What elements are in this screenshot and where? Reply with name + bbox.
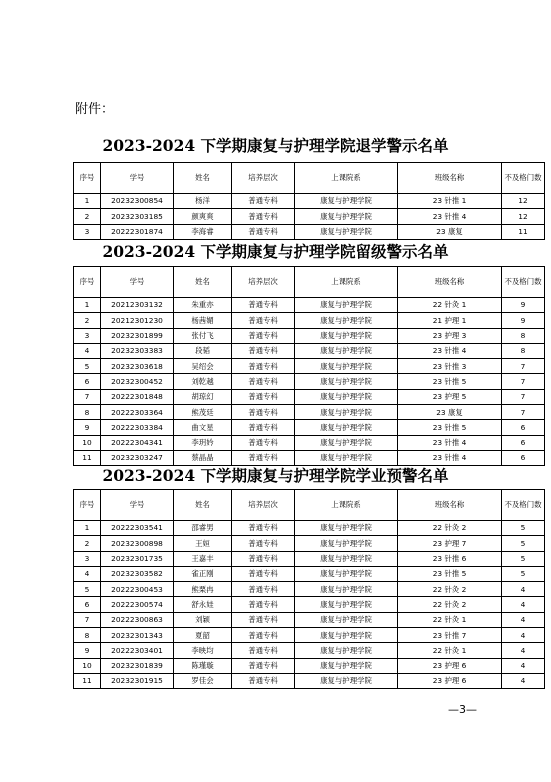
header-seq: 序号 — [74, 267, 101, 298]
table-row — [74, 343, 545, 358]
cell-class-name: 23 针推 3 — [398, 359, 502, 374]
cell-failed-count: 4 — [502, 612, 545, 627]
header-class-name: 班级名称 — [398, 490, 502, 521]
academic-warning-title: 2023-2024 下学期康复与护理学院学业预警名单 — [102, 466, 449, 485]
cell-seq: 6 — [74, 597, 101, 612]
cell-seq: 10 — [74, 658, 101, 673]
cell-failed-count: 9 — [502, 298, 545, 313]
cell-student-id: 20212303132 — [101, 298, 174, 313]
cell-student-id: 20222300574 — [101, 597, 174, 612]
attachment-label: 附件： — [75, 102, 115, 117]
cell-class-name: 22 针灸 1 — [398, 612, 502, 627]
cell-student-id: 20222303364 — [101, 405, 174, 420]
table-row — [74, 405, 545, 420]
cell-level: 普通专科 — [232, 582, 295, 597]
page-number: —3— — [448, 703, 477, 716]
header-level: 培养层次 — [232, 267, 295, 298]
cell-seq: 11 — [74, 450, 101, 465]
cell-department: 康复与护理学院 — [295, 643, 398, 658]
cell-name: 陈瑾璇 — [174, 658, 232, 673]
cell-department: 康复与护理学院 — [295, 313, 398, 328]
cell-class-name: 22 针灸 1 — [398, 643, 502, 658]
cell-failed-count: 6 — [502, 420, 545, 435]
cell-name: 邵睿男 — [174, 521, 232, 536]
dropout-warning-title: 2023-2024 下学期康复与护理学院退学警示名单 — [102, 136, 449, 155]
header-failed-count: 不及格门数 — [502, 267, 545, 298]
cell-department: 康复与护理学院 — [295, 628, 398, 643]
cell-level: 普通专科 — [232, 628, 295, 643]
cell-name: 王嘉丰 — [174, 551, 232, 566]
cell-level: 普通专科 — [232, 450, 295, 465]
cell-name: 李映均 — [174, 643, 232, 658]
cell-level: 普通专科 — [232, 643, 295, 658]
header-name: 姓名 — [174, 163, 232, 194]
cell-level: 普通专科 — [232, 328, 295, 343]
cell-level: 普通专科 — [232, 374, 295, 389]
header-level: 培养层次 — [232, 490, 295, 521]
cell-level: 普通专科 — [232, 435, 295, 450]
academic-warning-table — [73, 489, 545, 689]
cell-class-name: 23 针推 1 — [398, 194, 502, 209]
cell-student-id: 20232300452 — [101, 374, 174, 389]
cell-class-name: 23 康复 — [398, 405, 502, 420]
cell-level: 普通专科 — [232, 194, 295, 209]
cell-seq: 11 — [74, 673, 101, 688]
cell-class-name: 21 护理 1 — [398, 313, 502, 328]
cell-student-id: 20222300863 — [101, 612, 174, 627]
cell-failed-count: 4 — [502, 582, 545, 597]
cell-level: 普通专科 — [232, 673, 295, 688]
cell-seq: 7 — [74, 389, 101, 404]
cell-class-name: 23 针推 5 — [398, 420, 502, 435]
cell-class-name: 22 针灸 2 — [398, 582, 502, 597]
cell-failed-count: 7 — [502, 374, 545, 389]
cell-seq: 3 — [74, 551, 101, 566]
cell-seq: 5 — [74, 359, 101, 374]
table-header-row — [74, 267, 545, 298]
cell-level: 普通专科 — [232, 612, 295, 627]
cell-seq: 4 — [74, 566, 101, 581]
cell-department: 康复与护理学院 — [295, 536, 398, 551]
cell-class-name: 23 针推 6 — [398, 551, 502, 566]
cell-level: 普通专科 — [232, 313, 295, 328]
cell-failed-count: 5 — [502, 521, 545, 536]
repeat-warning-table — [73, 266, 545, 466]
cell-failed-count: 8 — [502, 343, 545, 358]
cell-department: 康复与护理学院 — [295, 673, 398, 688]
cell-department: 康复与护理学院 — [295, 359, 398, 374]
cell-failed-count: 6 — [502, 450, 545, 465]
cell-student-id: 20222301848 — [101, 389, 174, 404]
cell-class-name: 22 针灸 2 — [398, 521, 502, 536]
cell-seq: 8 — [74, 628, 101, 643]
cell-department: 康复与护理学院 — [295, 194, 398, 209]
cell-failed-count: 12 — [502, 209, 545, 224]
cell-student-id: 20232303383 — [101, 343, 174, 358]
table-row — [74, 374, 545, 389]
header-failed-count: 不及格门数 — [502, 163, 545, 194]
cell-name: 熊茂廷 — [174, 405, 232, 420]
cell-seq: 1 — [74, 298, 101, 313]
header-student-id: 学号 — [101, 490, 174, 521]
cell-name: 夏韶 — [174, 628, 232, 643]
cell-student-id: 20232303247 — [101, 450, 174, 465]
cell-department: 康复与护理学院 — [295, 551, 398, 566]
cell-seq: 10 — [74, 435, 101, 450]
cell-class-name: 23 护理 5 — [398, 389, 502, 404]
cell-class-name: 23 康复 — [398, 224, 502, 239]
cell-department: 康复与护理学院 — [295, 597, 398, 612]
table-row — [74, 435, 545, 450]
cell-student-id: 20232303582 — [101, 566, 174, 581]
cell-student-id: 20232300854 — [101, 194, 174, 209]
cell-name: 杨洋 — [174, 194, 232, 209]
cell-failed-count: 5 — [502, 566, 545, 581]
header-department: 上课院系 — [295, 163, 398, 194]
cell-department: 康复与护理学院 — [295, 521, 398, 536]
cell-level: 普通专科 — [232, 224, 295, 239]
cell-name: 刘颖 — [174, 612, 232, 627]
table-row — [74, 628, 545, 643]
header-student-id: 学号 — [101, 163, 174, 194]
header-seq: 序号 — [74, 163, 101, 194]
cell-department: 康复与护理学院 — [295, 374, 398, 389]
cell-class-name: 23 护理 6 — [398, 673, 502, 688]
table-row — [74, 643, 545, 658]
cell-department: 康复与护理学院 — [295, 389, 398, 404]
header-name: 姓名 — [174, 490, 232, 521]
cell-name: 胡琼幻 — [174, 389, 232, 404]
header-class-name: 班级名称 — [398, 163, 502, 194]
cell-level: 普通专科 — [232, 536, 295, 551]
cell-seq: 8 — [74, 405, 101, 420]
cell-failed-count: 6 — [502, 435, 545, 450]
cell-seq: 2 — [74, 536, 101, 551]
cell-student-id: 20222303384 — [101, 420, 174, 435]
cell-name: 李玥妗 — [174, 435, 232, 450]
cell-seq: 3 — [74, 328, 101, 343]
cell-name: 雀正刚 — [174, 566, 232, 581]
cell-level: 普通专科 — [232, 405, 295, 420]
cell-seq: 7 — [74, 612, 101, 627]
cell-student-id: 20232301735 — [101, 551, 174, 566]
cell-level: 普通专科 — [232, 209, 295, 224]
cell-student-id: 20232300898 — [101, 536, 174, 551]
cell-class-name: 23 护理 3 — [398, 328, 502, 343]
table-row — [74, 658, 545, 673]
cell-department: 康复与护理学院 — [295, 566, 398, 581]
cell-name: 李海睿 — [174, 224, 232, 239]
cell-level: 普通专科 — [232, 521, 295, 536]
cell-failed-count: 11 — [502, 224, 545, 239]
cell-name: 王姮 — [174, 536, 232, 551]
cell-level: 普通专科 — [232, 566, 295, 581]
cell-class-name: 23 针推 4 — [398, 343, 502, 358]
table-row — [74, 536, 545, 551]
cell-level: 普通专科 — [232, 343, 295, 358]
cell-class-name: 22 针灸 1 — [398, 298, 502, 313]
cell-student-id: 20222303541 — [101, 521, 174, 536]
cell-department: 康复与护理学院 — [295, 224, 398, 239]
cell-name: 舒永娃 — [174, 597, 232, 612]
cell-seq: 2 — [74, 313, 101, 328]
cell-name: 段韬 — [174, 343, 232, 358]
table-row — [74, 298, 545, 313]
table-row — [74, 597, 545, 612]
cell-class-name: 23 针推 5 — [398, 566, 502, 581]
cell-department: 康复与护理学院 — [295, 658, 398, 673]
cell-department: 康复与护理学院 — [295, 582, 398, 597]
cell-seq: 3 — [74, 224, 101, 239]
cell-seq: 2 — [74, 209, 101, 224]
table-header-row — [74, 490, 545, 521]
cell-failed-count: 8 — [502, 328, 545, 343]
cell-failed-count: 4 — [502, 658, 545, 673]
cell-department: 康复与护理学院 — [295, 405, 398, 420]
cell-failed-count: 7 — [502, 359, 545, 374]
table-row — [74, 328, 545, 343]
cell-student-id: 20232301343 — [101, 628, 174, 643]
cell-level: 普通专科 — [232, 658, 295, 673]
cell-level: 普通专科 — [232, 359, 295, 374]
header-seq: 序号 — [74, 490, 101, 521]
cell-class-name: 23 护理 6 — [398, 658, 502, 673]
cell-class-name: 23 护理 7 — [398, 536, 502, 551]
cell-name: 熊栗冉 — [174, 582, 232, 597]
cell-department: 康复与护理学院 — [295, 343, 398, 358]
cell-student-id: 20222300453 — [101, 582, 174, 597]
repeat-warning-title: 2023-2024 下学期康复与护理学院留级警示名单 — [102, 242, 449, 261]
cell-seq: 9 — [74, 643, 101, 658]
cell-failed-count: 4 — [502, 673, 545, 688]
cell-student-id: 20232303185 — [101, 209, 174, 224]
cell-seq: 1 — [74, 194, 101, 209]
table-row — [74, 194, 545, 209]
cell-failed-count: 4 — [502, 643, 545, 658]
cell-student-id: 20232301839 — [101, 658, 174, 673]
cell-class-name: 23 针推 4 — [398, 209, 502, 224]
header-class-name: 班级名称 — [398, 267, 502, 298]
table-row — [74, 420, 545, 435]
table-row — [74, 389, 545, 404]
cell-department: 康复与护理学院 — [295, 612, 398, 627]
cell-seq: 6 — [74, 374, 101, 389]
cell-failed-count: 12 — [502, 194, 545, 209]
cell-department: 康复与护理学院 — [295, 420, 398, 435]
cell-failed-count: 9 — [502, 313, 545, 328]
cell-failed-count: 7 — [502, 389, 545, 404]
cell-name: 朱重亦 — [174, 298, 232, 313]
table-row — [74, 209, 545, 224]
table-row — [74, 313, 545, 328]
table-row — [74, 673, 545, 688]
cell-class-name: 23 针推 5 — [398, 374, 502, 389]
cell-failed-count: 5 — [502, 536, 545, 551]
cell-failed-count: 5 — [502, 551, 545, 566]
table-row — [74, 359, 545, 374]
cell-student-id: 20232301915 — [101, 673, 174, 688]
cell-department: 康复与护理学院 — [295, 435, 398, 450]
table-row — [74, 612, 545, 627]
cell-department: 康复与护理学院 — [295, 450, 398, 465]
cell-class-name: 23 针推 4 — [398, 435, 502, 450]
cell-seq: 1 — [74, 521, 101, 536]
table-row — [74, 566, 545, 581]
header-level: 培养层次 — [232, 163, 295, 194]
cell-student-id: 20222301874 — [101, 224, 174, 239]
cell-seq: 4 — [74, 343, 101, 358]
cell-level: 普通专科 — [232, 597, 295, 612]
header-department: 上课院系 — [295, 267, 398, 298]
cell-name: 颜爽爽 — [174, 209, 232, 224]
dropout-warning-table — [73, 162, 545, 240]
cell-student-id: 20232301899 — [101, 328, 174, 343]
table-row — [74, 224, 545, 239]
cell-name: 曲文星 — [174, 420, 232, 435]
cell-level: 普通专科 — [232, 298, 295, 313]
cell-seq: 9 — [74, 420, 101, 435]
cell-name: 杨茜媚 — [174, 313, 232, 328]
cell-level: 普通专科 — [232, 551, 295, 566]
cell-student-id: 20222303401 — [101, 643, 174, 658]
cell-class-name: 23 针推 4 — [398, 450, 502, 465]
cell-failed-count: 4 — [502, 597, 545, 612]
header-department: 上课院系 — [295, 490, 398, 521]
table-row — [74, 551, 545, 566]
cell-failed-count: 4 — [502, 628, 545, 643]
cell-failed-count: 7 — [502, 405, 545, 420]
header-failed-count: 不及格门数 — [502, 490, 545, 521]
cell-level: 普通专科 — [232, 389, 295, 404]
table-row — [74, 582, 545, 597]
header-name: 姓名 — [174, 267, 232, 298]
cell-name: 罗佳会 — [174, 673, 232, 688]
cell-class-name: 23 针推 7 — [398, 628, 502, 643]
table-header-row — [74, 163, 545, 194]
cell-name: 吴绍会 — [174, 359, 232, 374]
cell-class-name: 22 针灸 2 — [398, 597, 502, 612]
cell-department: 康复与护理学院 — [295, 328, 398, 343]
cell-name: 刘乾越 — [174, 374, 232, 389]
cell-level: 普通专科 — [232, 420, 295, 435]
header-student-id: 学号 — [101, 267, 174, 298]
cell-name: 蔡晶晶 — [174, 450, 232, 465]
cell-seq: 5 — [74, 582, 101, 597]
cell-department: 康复与护理学院 — [295, 298, 398, 313]
cell-student-id: 20222304341 — [101, 435, 174, 450]
cell-student-id: 20232303618 — [101, 359, 174, 374]
cell-name: 张付飞 — [174, 328, 232, 343]
cell-student-id: 20212301230 — [101, 313, 174, 328]
table-row — [74, 521, 545, 536]
cell-department: 康复与护理学院 — [295, 209, 398, 224]
